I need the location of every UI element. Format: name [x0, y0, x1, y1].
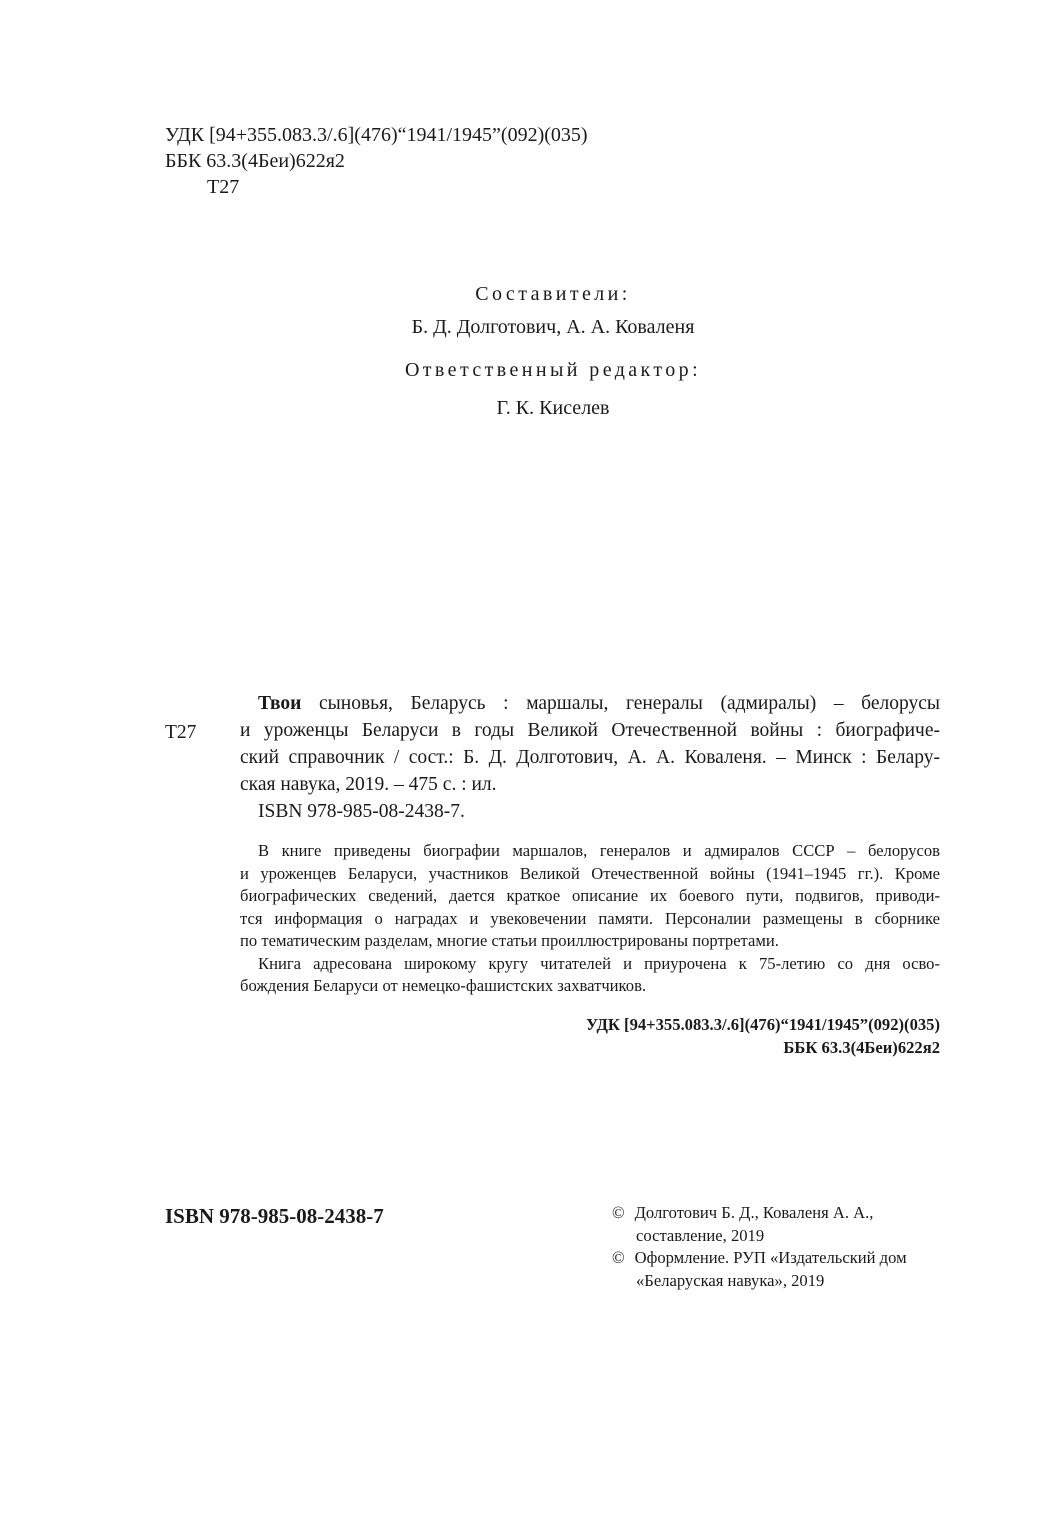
classification-udk: УДК [94+355.083.3/.6](476)“1941/1945”(092)(035)	[585, 1015, 940, 1034]
bib-line-1	[258, 690, 940, 717]
header-code: Т27	[207, 176, 240, 198]
bib-isbn: ISBN 978-985-08-2438-7.	[258, 801, 465, 822]
compilers-names: Б. Д. Долготович, А. А. Коваленя	[411, 316, 695, 338]
copyright-symbol: ©	[612, 1248, 625, 1267]
bib-line-1-rest: сыновья, Беларусь : маршалы, генералы (адмиралы) – белорусы	[301, 693, 940, 714]
compilers-label: Составители:	[475, 283, 631, 305]
annotation-p2-line-1: Книга адресована широкому кругу читателей и приурочена к 75-летию со дня осво-	[258, 953, 940, 973]
copyright-symbol: ©	[612, 1203, 625, 1222]
footer-isbn: ISBN 978-985-08-2438-7	[165, 1204, 384, 1228]
copyright-2-line-2: «Беларуская навука», 2019	[636, 1270, 825, 1290]
annotation-p1-line-2: и уроженцев Беларуси, участников Великой Отечественной войны (1941–1945 гг.). Кроме	[240, 863, 940, 883]
annotation-p1-line-5: по тематическим разделам, многие статьи проиллюстрированы портретами.	[240, 931, 779, 950]
copyright-2-text: Оформление. РУП «Издательский дом	[634, 1248, 907, 1267]
annotation-p1-line-4: тся информация о наградах и увековечении памяти. Персоналии размещены в сборнике	[240, 908, 940, 928]
bib-line-3: ский справочник / сост.: Б. Д. Долготович, А. А. Коваленя. – Минск : Белару-	[240, 747, 940, 768]
copyright-2-line-1	[612, 1247, 942, 1270]
annotation-p2-line-2: бождения Беларуси от немецко-фашистских захватчиков.	[240, 976, 647, 995]
copyright-block	[612, 1202, 942, 1292]
editor-label: Ответственный редактор:	[404, 359, 702, 381]
bib-record	[240, 690, 940, 825]
bib-line-4: ская навука, 2019. – 475 с. : ил.	[240, 774, 497, 795]
annotation-p1-line-1: В книге приведены биографии маршалов, генералов и адмиралов СССР – белорусов	[258, 841, 940, 860]
copyright-1-text: Долготович Б. Д., Коваленя А. А.,	[634, 1203, 874, 1222]
bib-title-bold: Твои	[258, 693, 302, 714]
annotation	[240, 840, 940, 998]
bib-line-2: и уроженцы Беларуси в годы Великой Отечественной войны : биографиче-	[240, 720, 940, 741]
copyright-1-line-2: составление, 2019	[636, 1225, 765, 1245]
header-udk: УДК [94+355.083.3/.6](476)“1941/1945”(092)(035)	[165, 124, 588, 146]
copyright-1-line-1	[612, 1202, 942, 1225]
classification-bbk: ББК 63.3(4Беи)622я2	[783, 1038, 940, 1057]
bib-side-code: Т27	[165, 722, 197, 743]
annotation-p1-line-3: биографических сведений, дается краткое описание их боевого пути, подвигов, приводи-	[240, 886, 940, 905]
header-bbk: ББК 63.3(4Беи)622я2	[165, 150, 345, 172]
editor-name: Г. К. Киселев	[496, 397, 610, 419]
